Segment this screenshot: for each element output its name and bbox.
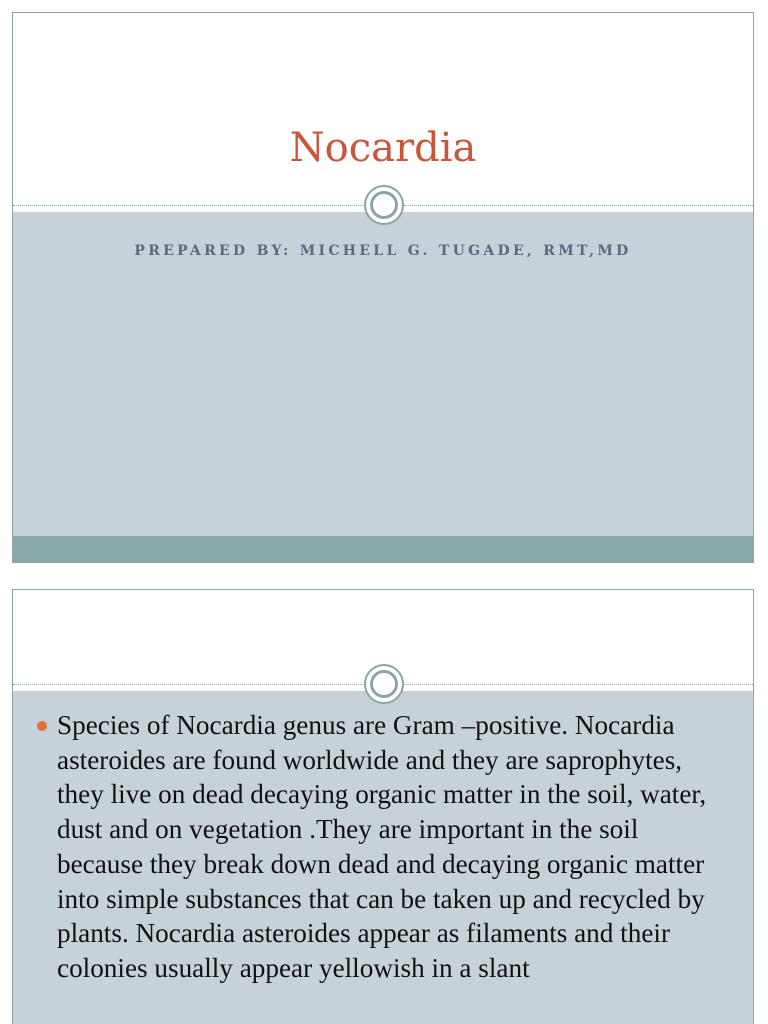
slide-subtitle: PREPARED BY: MICHELL G. TUGADE, RMT,MD [134,243,632,259]
title-slide [12,12,754,563]
slide-title: Nocardia [289,125,477,171]
slide-header-area [13,13,753,205]
bullet-text: Species of Nocardia genus are Gram –positive. Nocardia asteroides are found worldwide and they are saprophytes, they live on dead decaying organic matter in the soil, water, dust and on vegetation .They are important in the soil because they break down dead and decaying organic matter into simple substances that can be taken up and recycled by plants. Nocardia asteroides appear as filaments and their colonies usually appear yellowish in a slant [57,710,707,983]
bullet-item [35,708,729,986]
slide-body-area [13,212,753,536]
footer-band [13,536,753,562]
content-slide [12,589,754,1024]
bullet-list [35,708,729,986]
bullet-dot-icon [37,721,47,731]
circle-ornament-icon [364,664,404,704]
circle-ornament-icon [364,185,404,225]
